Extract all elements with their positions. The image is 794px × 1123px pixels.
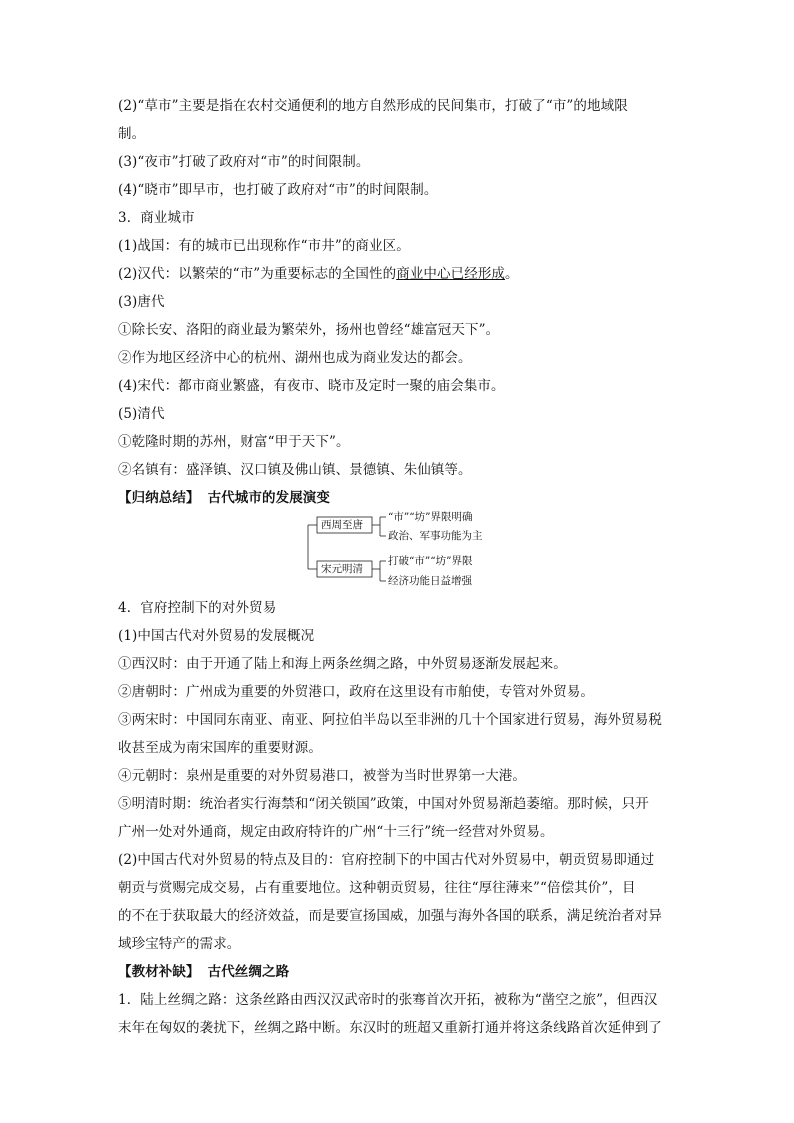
text-line: ③两宋时：中国同东南亚、南亚、阿拉伯半岛以至非洲的几十个国家进行贸易，海外贸易税 xyxy=(118,712,662,728)
period1-item1: “市”“坊”界限明确 xyxy=(388,511,473,523)
period1-label: 西周至唐 xyxy=(321,519,363,531)
text-line: 的不在于获取最大的经济效益，而是要宣扬国威，加强与海外各国的联系，满足统治者对异 xyxy=(118,908,662,924)
section-heading-foreign-trade: 4．官府控制下的对外贸易 xyxy=(118,600,277,616)
underlined-text: 商业中心已经形成 xyxy=(396,266,506,282)
period2-item2: 经济功能日益增强 xyxy=(388,575,472,587)
text-line: (4)“晓市”即早市，也打破了政府对“市”的时间限制。 xyxy=(118,182,438,198)
text-line: 域珍宝特产的需求。 xyxy=(118,936,241,952)
text-line: (1)战国：有的城市已出现称作“市井”的商业区。 xyxy=(118,238,410,254)
text-line: ①除长安、洛阳的商业最为繁荣外，扬州也曾经“雄富冠天下”。 xyxy=(118,322,500,338)
text-line: ①西汉时：由于开通了陆上和海上两条丝绸之路，中外贸易逐渐发展起来。 xyxy=(118,656,567,672)
text-line: (4)宋代：都市商业繁盛，有夜市、晓市及定时一聚的庙会集市。 xyxy=(118,378,505,394)
text-line: (5)清代 xyxy=(118,406,165,422)
period1-item2: 政治、军事功能为主 xyxy=(388,530,483,542)
period2-label: 宋元明清 xyxy=(321,563,363,575)
summary-title: 古代城市的发展演变 xyxy=(207,490,331,506)
city-evolution-diagram xyxy=(118,512,678,594)
summary-tag: 【归纳总结】 xyxy=(118,490,200,506)
text-line: 1．陆上丝绸之路：这条丝路由西汉汉武帝时的张骞首次开拓，被称为“凿空之旅”，但西汉 xyxy=(118,992,658,1008)
text-line: 朝贡与赏赐完成交易，占有重要地位。这种朝贡贸易，往往“厚往薄来”“倍偿其价”，目 xyxy=(118,880,636,896)
text-line: ②作为地区经济中心的杭州、湖州也成为商业发达的都会。 xyxy=(118,350,472,366)
section-heading-commercial-cities: 3．商业城市 xyxy=(118,210,195,226)
text-line: 末年在匈奴的袭扰下，丝绸之路中断。东汉时的班超又重新打通并将这条线路首次延伸到了 xyxy=(118,1020,662,1036)
text-line: (3)“夜市”打破了政府对“市”的时间限制。 xyxy=(118,154,370,170)
text-line: ②名镇有：盛泽镇、汉口镇及佛山镇、景德镇、朱仙镇等。 xyxy=(118,462,472,478)
text-line: (2)中国古代对外贸易的特点及目的：官府控制下的中国古代对外贸易中，朝贡贸易即通过 xyxy=(118,852,655,868)
text-line: ②唐朝时：广州成为重要的外贸港口，政府在这里设有市舶使，专管对外贸易。 xyxy=(118,684,594,700)
text-segment: (2)汉代：以繁荣的“市”为重要标志的全国性的 xyxy=(118,266,397,282)
text-line: (1)中国古代对外贸易的发展概况 xyxy=(118,628,315,644)
text-line: ①乾隆时期的苏州，财富“甲于天下”。 xyxy=(118,434,350,450)
document-page xyxy=(118,92,678,1042)
supplement-heading xyxy=(118,958,678,986)
text-line: ⑤明清时期：统治者实行海禁和“闭关锁国”政策，中国对外贸易渐趋萎缩。那时候，只开 xyxy=(118,796,649,812)
text-line: (2)“草市”主要是指在农村交通便利的地方自然形成的民间集市，打破了“市”的地域限 xyxy=(118,98,628,114)
supplement-title: 古代丝绸之路 xyxy=(207,964,290,980)
summary-heading xyxy=(118,484,678,512)
text-segment: 。 xyxy=(505,266,519,282)
text-line: 制。 xyxy=(118,126,146,142)
text-line: ④元朝时：泉州是重要的对外贸易港口，被誉为当时世界第一大港。 xyxy=(118,768,526,784)
supplement-tag: 【教材补缺】 xyxy=(118,964,200,980)
text-line: 广州一处对外通商，规定由政府特许的广州“十三行”统一经营对外贸易。 xyxy=(118,824,554,840)
text-line: 收甚至成为南宋国库的重要财源。 xyxy=(118,740,322,756)
period2-item1: 打破“市”“坊”界限 xyxy=(388,555,473,567)
text-line: (3)唐代 xyxy=(118,294,165,310)
text-line xyxy=(118,260,678,288)
